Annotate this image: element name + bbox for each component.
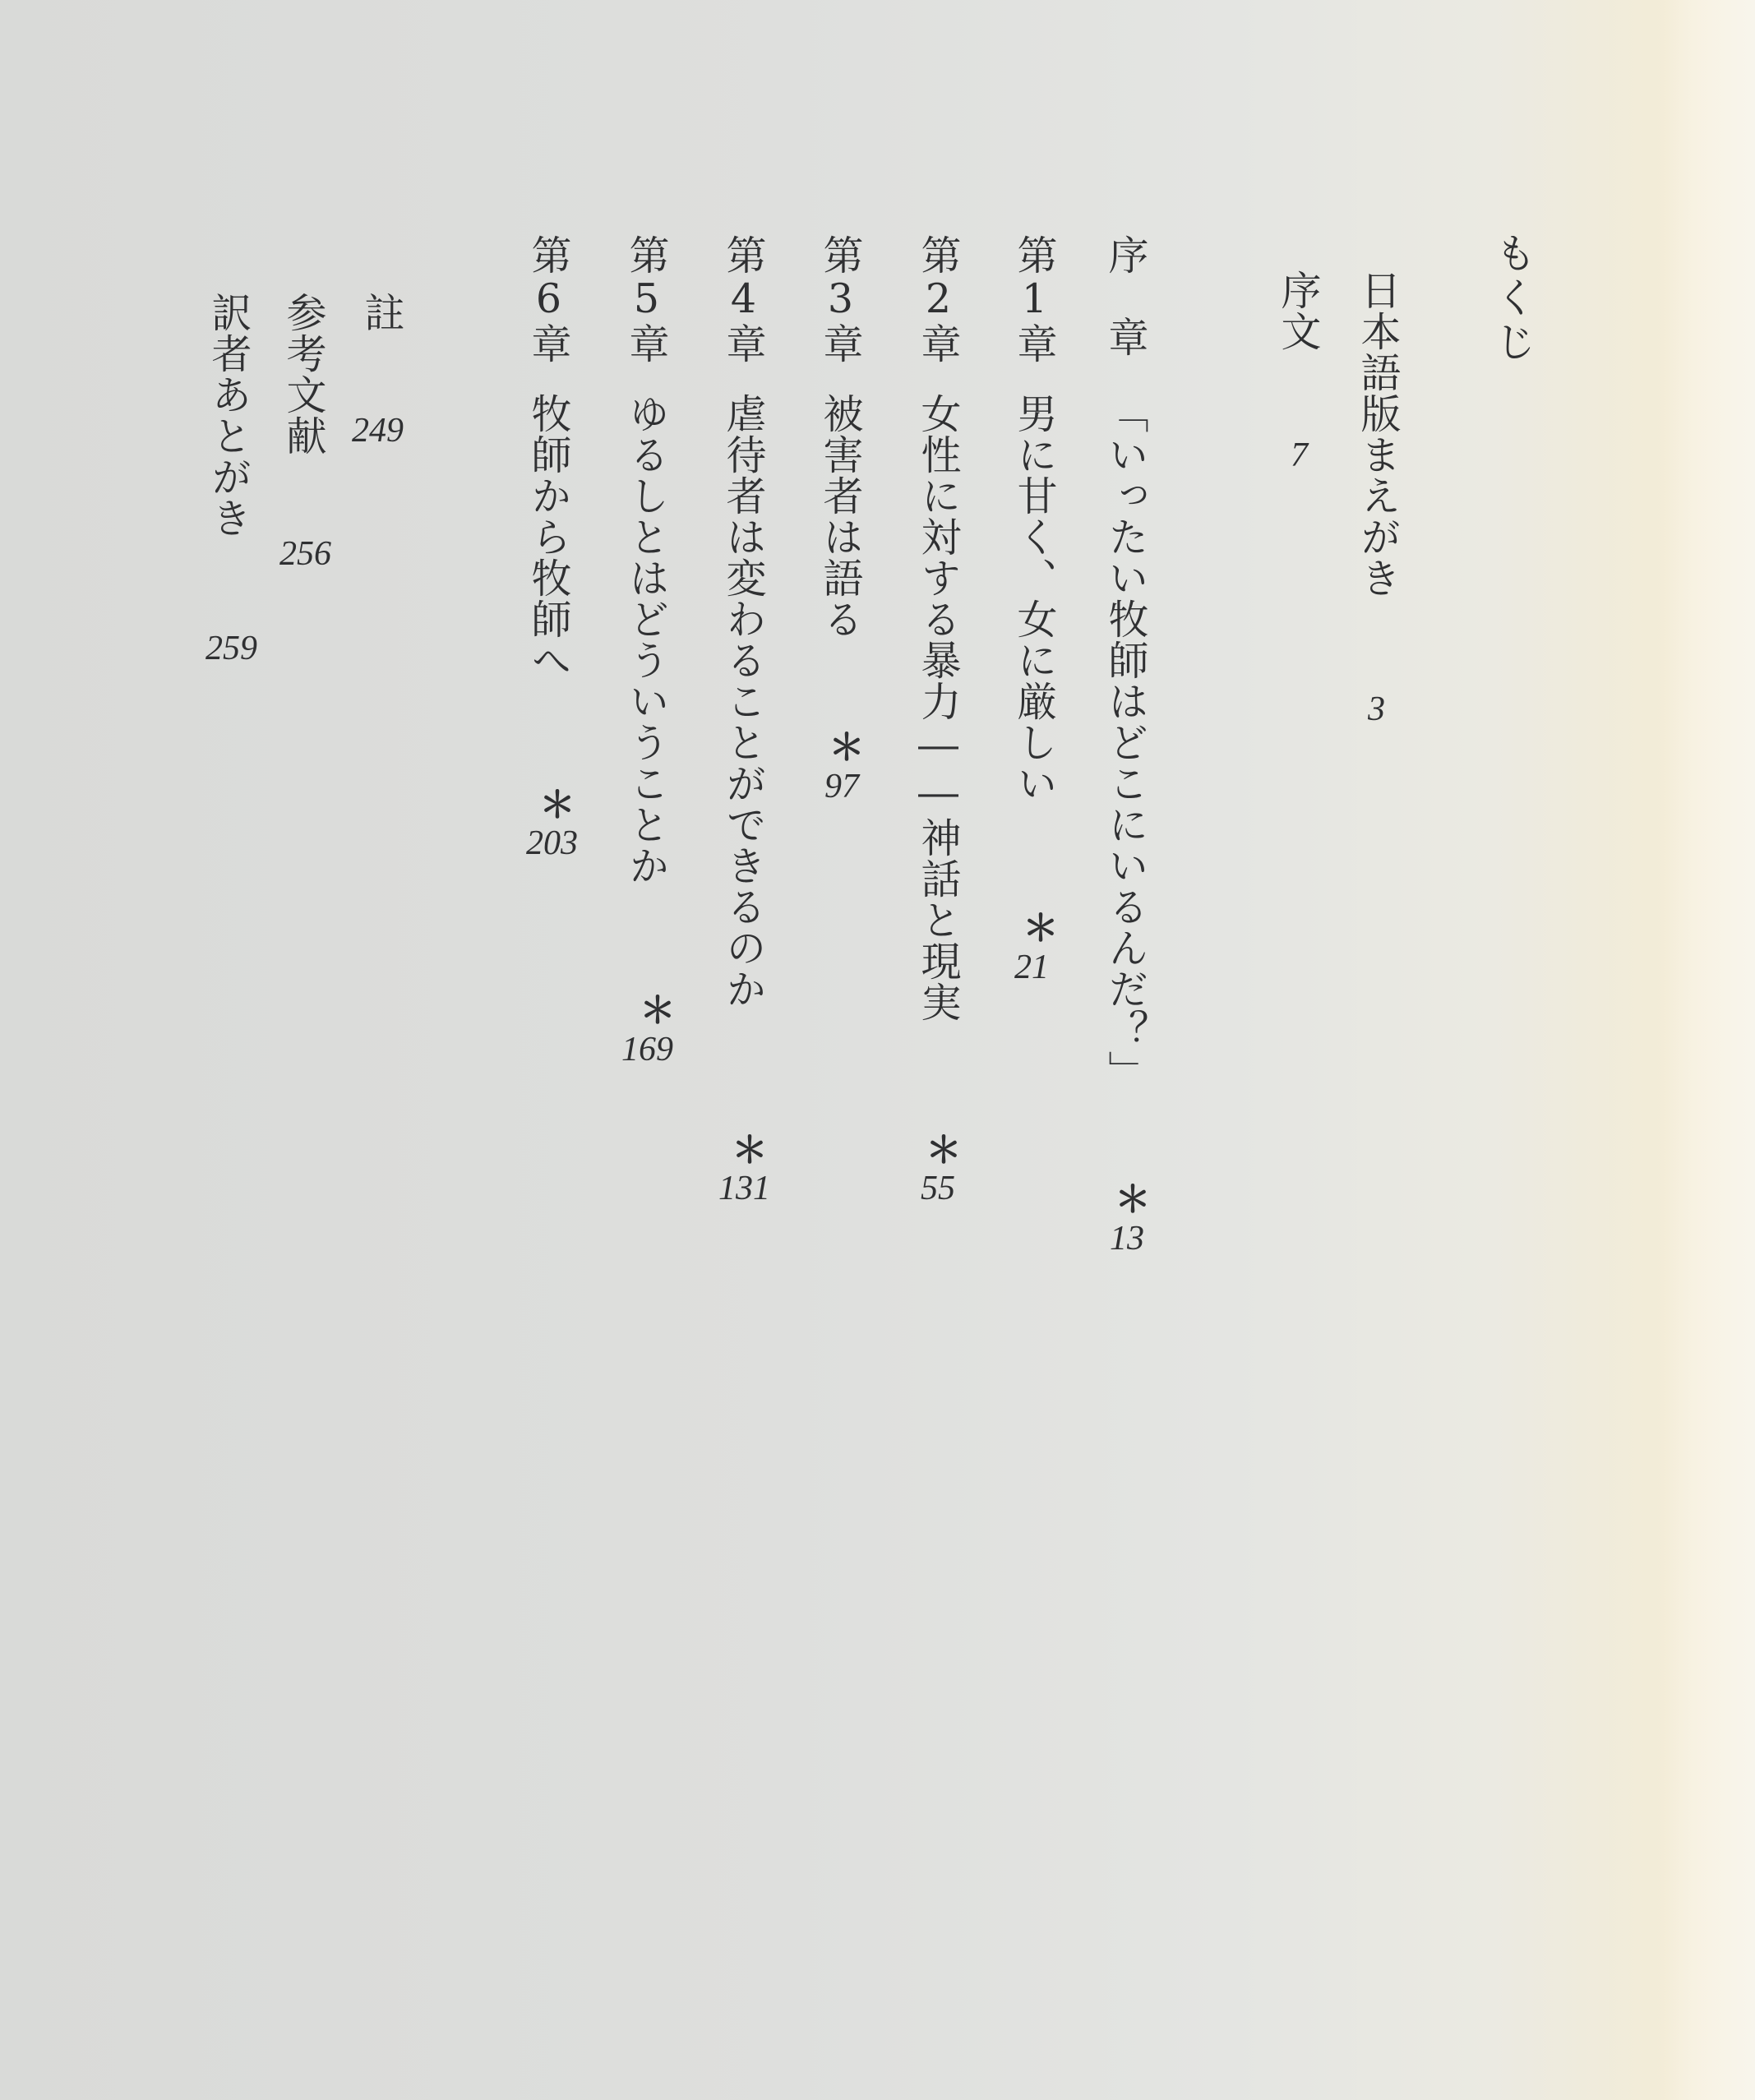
toc-back-label-0: 註 <box>358 292 405 333</box>
toc-chapter-title-2: 女性に対する暴力――神話と現実 <box>915 393 962 1022</box>
toc-back-label-1: 参考文献 <box>280 292 327 456</box>
toc-front-page-1: 7 <box>1291 436 1308 474</box>
toc-chapter-marker-4: ＊ <box>732 1129 768 1171</box>
toc-chapter-title-3: 被害者は語る <box>817 393 864 639</box>
toc-chapter-page-1: 21 <box>1014 948 1049 986</box>
toc-chapter-title-0: 「いったい牧師はどこにいるんだ？」 <box>1102 393 1149 1092</box>
toc-back-label-2: 訳者あとがき <box>206 292 252 538</box>
toc-chapter-marker-0: ＊ <box>1115 1179 1151 1221</box>
toc-chapter-num-2: 第2章 <box>915 234 962 364</box>
toc-chapter-page-6: 203 <box>526 824 578 862</box>
page-edge <box>1660 0 1755 2100</box>
toc-chapter-title-1: 男に甘く、女に厳しい <box>1011 393 1058 804</box>
toc-chapter-marker-6: ＊ <box>539 784 575 826</box>
toc-front-page-0: 3 <box>1368 690 1385 728</box>
toc-chapter-title-5: ゆるしとはどういうことか <box>623 393 670 886</box>
toc-chapter-marker-3: ＊ <box>829 727 865 768</box>
toc-chapter-page-5: 169 <box>621 1031 673 1068</box>
toc-chapter-num-0: 序 章 <box>1102 234 1149 358</box>
toc-back-page-2: 259 <box>206 630 257 667</box>
toc-chapter-page-0: 13 <box>1110 1220 1144 1258</box>
toc-chapter-title-6: 牧師から牧師へ <box>525 393 572 681</box>
toc-front-label-0: 日本語版まえがき <box>1355 270 1402 598</box>
toc-title: もくじ <box>1489 232 1536 365</box>
toc-back-page-1: 256 <box>279 535 331 573</box>
toc-back-page-0: 249 <box>352 412 404 450</box>
toc-chapter-num-1: 第1章 <box>1011 234 1058 364</box>
toc-chapter-marker-5: ＊ <box>640 990 676 1032</box>
toc-chapter-num-6: 第6章 <box>525 234 572 364</box>
toc-chapter-num-3: 第3章 <box>817 234 864 364</box>
toc-chapter-num-4: 第4章 <box>720 234 767 364</box>
toc-chapter-marker-2: ＊ <box>926 1129 962 1171</box>
toc-chapter-page-4: 131 <box>718 1170 770 1207</box>
toc-front-label-1: 序文 <box>1275 270 1322 352</box>
toc-chapter-marker-1: ＊ <box>1023 907 1059 949</box>
toc-chapter-page-3: 97 <box>824 768 859 805</box>
toc-chapter-page-2: 55 <box>921 1170 955 1207</box>
toc-chapter-num-5: 第5章 <box>623 234 670 364</box>
toc-chapter-title-4: 虐待者は変わることができるのか <box>720 393 767 1009</box>
